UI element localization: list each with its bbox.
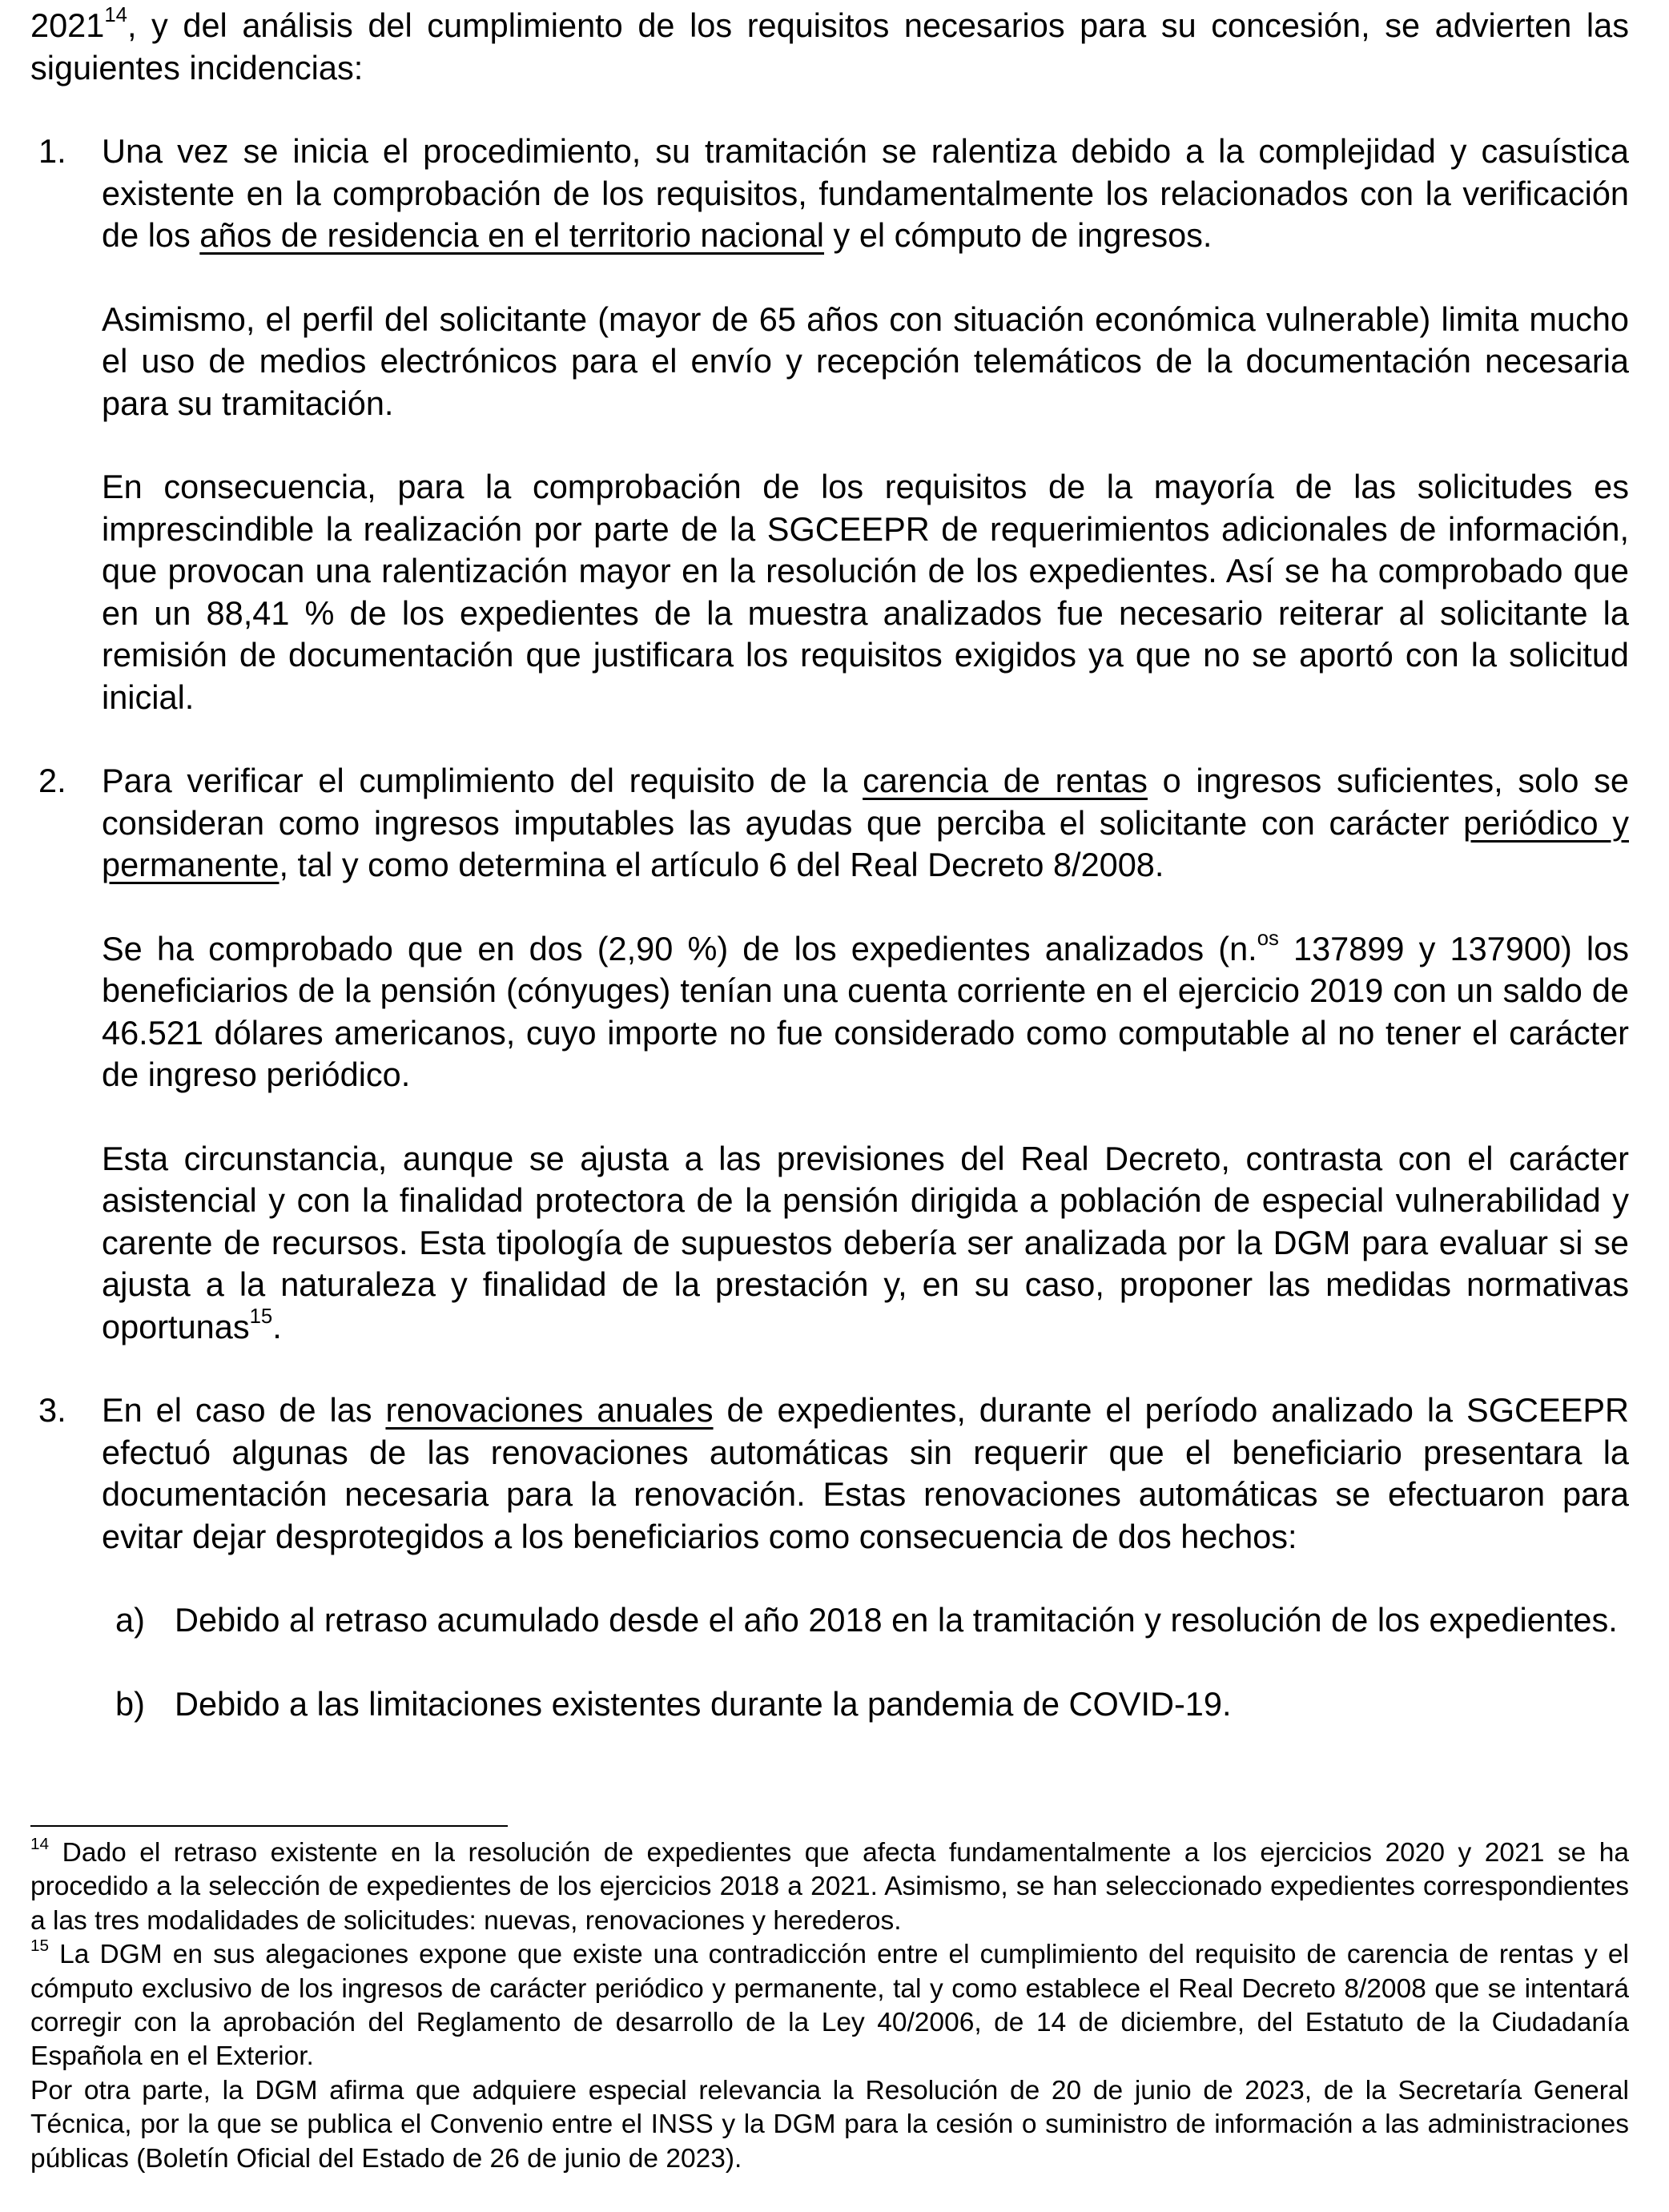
footnote-number-15: 15 xyxy=(30,1936,50,1955)
footnotes xyxy=(30,1836,1629,2176)
sub-item-a xyxy=(30,1599,1629,1642)
sub-item-b-text: Debido a las limitaciones existentes durante la pandemia de COVID-19. xyxy=(175,1684,1232,1723)
numero-superscript: os xyxy=(1257,927,1279,950)
sub-item-b xyxy=(30,1683,1629,1726)
underlined-income-lack: carencia de rentas xyxy=(863,762,1148,799)
list-item-3 xyxy=(30,1390,1629,1558)
footnote-separator xyxy=(30,1825,508,1827)
item-1-paragraph-2: Asimismo, el perfil del solicitante (mayor de 65 años con situación económica vulnerable) limita mucho el uso de medios electrónicos para el envío y recepción telemáticos de la documentación necesaria para su tramitación. xyxy=(102,300,1629,422)
footnote-14: $^{14}$ Dado el retraso existente en la resolución de expedientes que afecta fundamentalmente a los ejercicios 2020 y 2021 se ha procedido a la selección de expedientes de los ejercicios 2018 a 2021. Asimismo, se han seleccionado expedientes correspondientes a las tres modalidades de solicitudes: nuevas, renovaciones y herederos. xyxy=(30,1834,1629,1936)
sub-letter-a: a) xyxy=(115,1601,145,1639)
intro-text: , y del análisis del cumplimiento de los requisitos necesarios para su concesión, se advierten las siguientes incidencias: xyxy=(30,6,1629,86)
list-item-1 xyxy=(30,131,1629,257)
footnote-ref-15[interactable]: 15 xyxy=(249,1305,273,1328)
item-1-paragraph-3: En consecuencia, para la comprobación de los requisitos de la mayoría de las solicitudes es imprescindible la realización por parte de la SGCEEPR de requerimientos adicionales de información, que provocan una ralentización mayor en la resolución de los expedientes. Así se ha comprobado que en un 88,41 % de los expedientes de la muestra analizados fue necesario reiterar al solicitante la remisión de documentación que justificara los requisitos exigidos ya que no se aportó con la solicitud inicial. xyxy=(102,468,1629,716)
footnote-number-14: 14 xyxy=(30,1834,50,1853)
item-3-paragraph-1: En el caso de las renovaciones anuales de expedientes, durante el período analizado la SGCEEPR efectuó algunas de las renovaciones automáticas sin requerir que el beneficiario presentara la documentación necesaria para la renovación. Estas renovaciones automáticas se efectuaron para evitar dejar desprotegidos a los beneficiarios como consecuencia de dos hechos: xyxy=(102,1391,1629,1555)
underlined-residence-years: años de residencia en el territorio nacional xyxy=(199,216,825,254)
footnote-15: $^{15}$ La DGM en sus alegaciones expone que existe una contradicción entre el cumplimiento del requisito de carencia de rentas y el cómputo exclusivo de los ingresos de carácter periódico y permanente, tal y como establece el Real Decreto 8/2008 que se intentará corregir con la aprobación del Reglamento de desarrollo de la Ley 40/2006, de 14 de diciembre, del Estatuto de la Ciudadanía Española en el Exterior. xyxy=(30,1936,1629,2072)
underlined-periodic-permanent: periódico y permanente xyxy=(102,803,1629,883)
underlined-annual-renewals: renovaciones anuales xyxy=(385,1391,714,1429)
list-number-1: 1. xyxy=(38,132,66,170)
list-item-2 xyxy=(30,760,1629,887)
sub-letter-b: b) xyxy=(115,1684,145,1723)
item-2-paragraph-3: Esta circunstancia, aunque se ajusta a las previsiones del Real Decreto, contrasta con el carácter asistencial y con la finalidad protectora de la pensión dirigida a población de especial vulnerabilidad y carente de recursos. Esta tipología de supuestos debería ser analizada por la DGM para evaluar si se ajusta a la naturaleza y finalidad de la prestación y, en su caso, proponer las medidas normativas oportunas$^{15}$. xyxy=(102,1139,1629,1345)
footnote-ref-14[interactable]: 14 xyxy=(104,4,127,27)
item-2-paragraph-1: Para verificar el cumplimiento del requisito de la carencia de rentas o ingresos suficientes, solo se consideran como ingresos imputables las ayudas que perciba el solicitante con carácter periódico y permanente, tal y como determina el artículo 6 del Real Decreto 8/2008. xyxy=(102,762,1629,883)
list-number-2: 2. xyxy=(38,762,66,799)
document-page xyxy=(30,0,1629,1725)
footnote-15-continuation: Por otra parte, la DGM afirma que adquiere especial relevancia la Resolución de 20 de junio de 2023, de la Secretaría General Técnica, por la que se publica el Convenio entre el INSS y la DGM para la cesión o suministro de información a las administraciones públicas (Boletín Oficial del Estado de 26 de junio de 2023). xyxy=(30,2075,1629,2174)
item-1-paragraph-1: Una vez se inicia el procedimiento, su tramitación se ralentiza debido a la complejidad y casuística existente en la comprobación de los requisitos, fundamentalmente los relacionados con la verificación de los años de residencia en el territorio nacional y el cómputo de ingresos. xyxy=(102,132,1629,254)
item-2-paragraph-2: Se ha comprobado que en dos (2,90 %) de los expedientes analizados (n.$^{os}$ 137899 y 137900) los beneficiarios de la pensión (cónyuges) tenían una cuenta corriente en el ejercicio 2019 con un saldo de 46.521 dólares americanos, cuyo importe no fue considerado como computable al no tener el carácter de ingreso periódico. xyxy=(102,927,1629,1093)
intro-paragraph xyxy=(30,5,1629,89)
intro-year: 2021 xyxy=(30,6,105,44)
sub-item-a-text: Debido al retraso acumulado desde el año 2018 en la tramitación y resolución de los expedientes. xyxy=(175,1601,1618,1639)
list-number-3: 3. xyxy=(38,1391,66,1429)
